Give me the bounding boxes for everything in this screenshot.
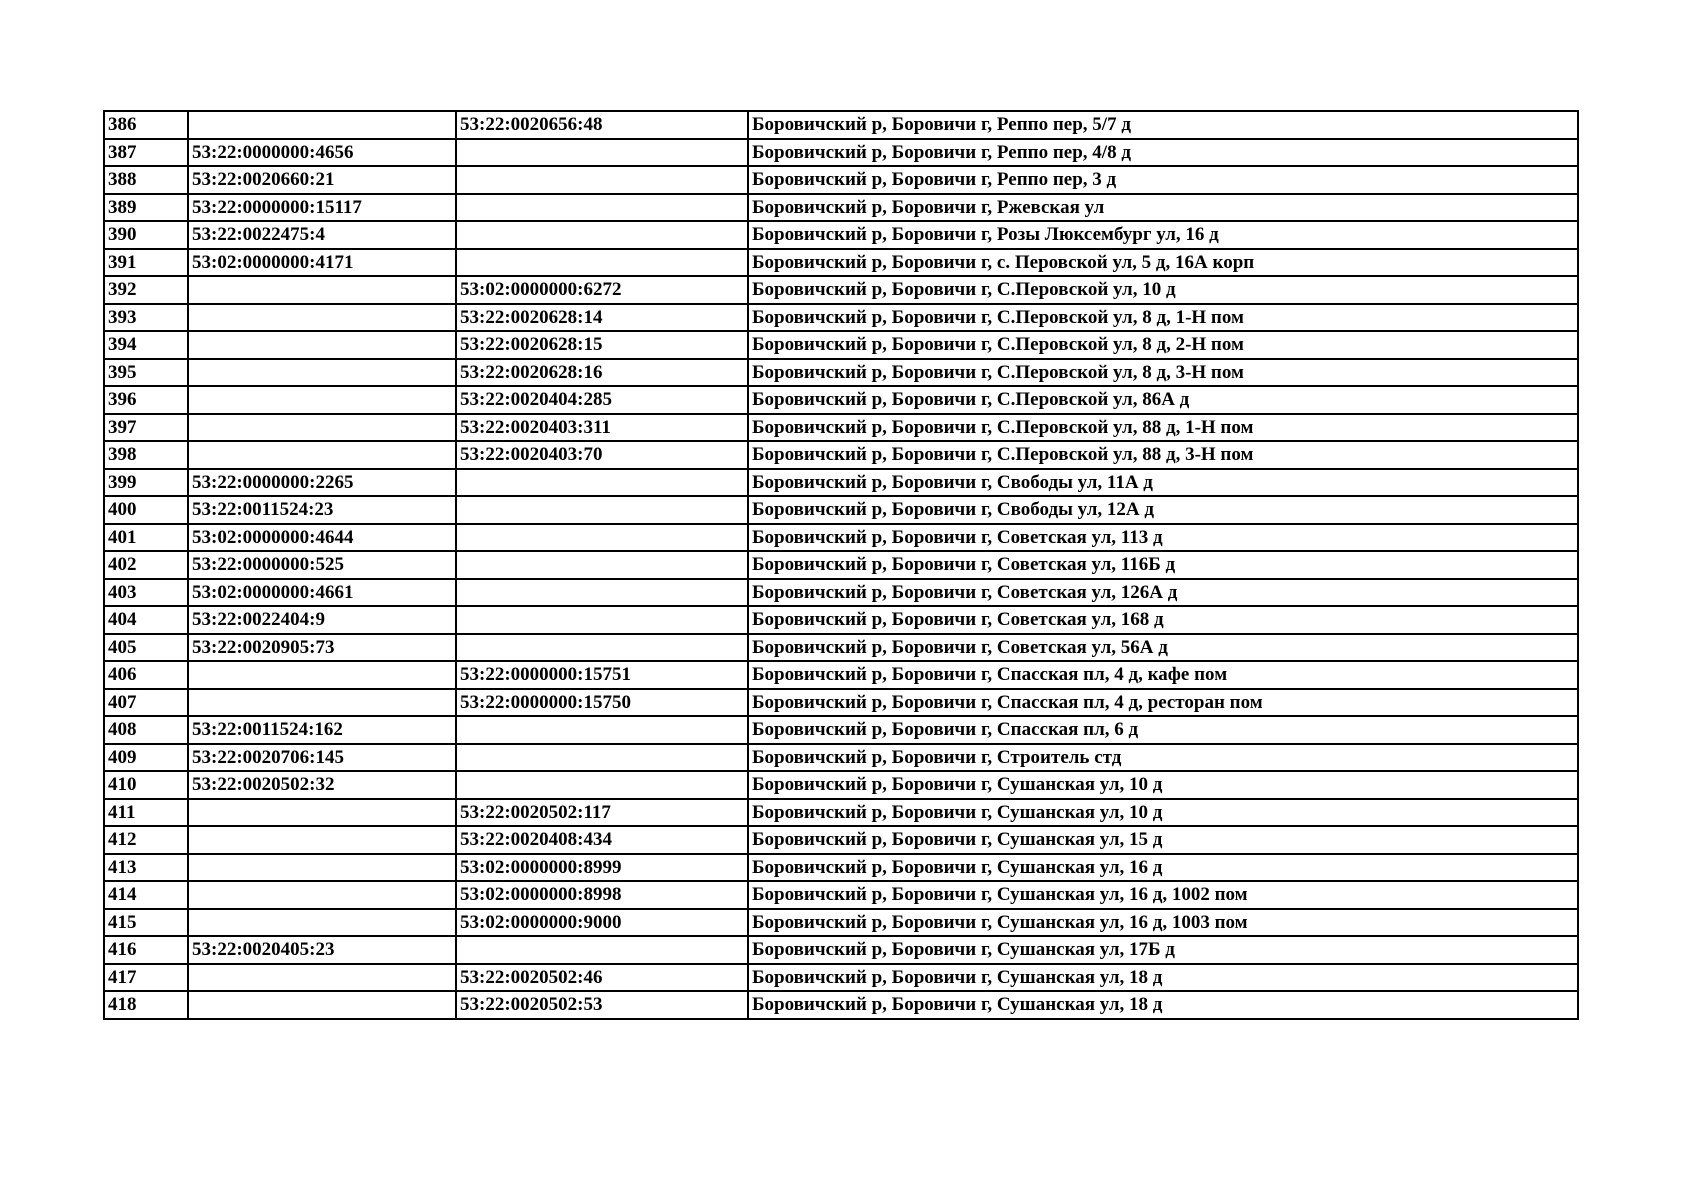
row-number-cell: 399 [104,469,188,497]
premises-cadastral-number-cell [456,221,748,249]
row-number-cell: 403 [104,579,188,607]
address-cell: Боровичский р, Боровичи г, Реппо пер, 3 д [748,166,1578,194]
address-cell: Боровичский р, Боровичи г, С.Перовской ул, 8 д, 1-Н пом [748,304,1578,332]
table-row [104,854,1578,882]
cadastral-number-cell: 53:02:0000000:4644 [188,524,456,552]
row-number-cell: 391 [104,249,188,277]
premises-cadastral-number-cell: 53:22:0020403:70 [456,441,748,469]
row-number-cell: 392 [104,276,188,304]
cadastral-number-cell: 53:02:0000000:4171 [188,249,456,277]
table-row [104,661,1578,689]
table-row [104,826,1578,854]
table-row [104,606,1578,634]
address-cell: Боровичский р, Боровичи г, Ржевская ул [748,194,1578,222]
cadastral-number-cell [188,991,456,1019]
address-cell: Боровичский р, Боровичи г, Советская ул, 168 д [748,606,1578,634]
row-number-cell: 387 [104,139,188,167]
premises-cadastral-number-cell: 53:02:0000000:8999 [456,854,748,882]
premises-cadastral-number-cell: 53:22:0020404:285 [456,386,748,414]
address-cell: Боровичский р, Боровичи г, Сушанская ул, 18 д [748,964,1578,992]
row-number-cell: 414 [104,881,188,909]
cadastral-number-cell: 53:22:0020502:32 [188,771,456,799]
row-number-cell: 388 [104,166,188,194]
premises-cadastral-number-cell: 53:22:0020656:48 [456,111,748,139]
address-cell: Боровичский р, Боровичи г, Советская ул, 126А д [748,579,1578,607]
cadastral-number-cell: 53:22:0000000:15117 [188,194,456,222]
table-row [104,716,1578,744]
address-cell: Боровичский р, Боровичи г, С.Перовской ул, 88 д, 3-Н пом [748,441,1578,469]
row-number-cell: 402 [104,551,188,579]
row-number-cell: 400 [104,496,188,524]
premises-cadastral-number-cell [456,249,748,277]
address-cell: Боровичский р, Боровичи г, Спасская пл, 4 д, кафе пом [748,661,1578,689]
table-row [104,139,1578,167]
premises-cadastral-number-cell: 53:22:0020502:53 [456,991,748,1019]
cadastral-number-cell: 53:22:0011524:23 [188,496,456,524]
premises-cadastral-number-cell: 53:22:0000000:15750 [456,689,748,717]
cadastral-number-cell [188,359,456,387]
table-row [104,551,1578,579]
address-cell: Боровичский р, Боровичи г, Сушанская ул, 16 д, 1002 пом [748,881,1578,909]
row-number-cell: 406 [104,661,188,689]
table-row [104,744,1578,772]
premises-cadastral-number-cell [456,579,748,607]
premises-cadastral-number-cell [456,139,748,167]
table-row [104,441,1578,469]
table-row [104,689,1578,717]
row-number-cell: 401 [104,524,188,552]
row-number-cell: 410 [104,771,188,799]
premises-cadastral-number-cell [456,496,748,524]
address-cell: Боровичский р, Боровичи г, с. Перовской ул, 5 д, 16А корп [748,249,1578,277]
address-cell: Боровичский р, Боровичи г, Строитель стд [748,744,1578,772]
row-number-cell: 407 [104,689,188,717]
premises-cadastral-number-cell [456,716,748,744]
address-cell: Боровичский р, Боровичи г, Сушанская ул, 16 д [748,854,1578,882]
address-cell: Боровичский р, Боровичи г, С.Перовской ул, 8 д, 3-Н пом [748,359,1578,387]
table-row [104,331,1578,359]
cadastral-number-cell [188,661,456,689]
table-row [104,221,1578,249]
address-cell: Боровичский р, Боровичи г, Сушанская ул, 15 д [748,826,1578,854]
premises-cadastral-number-cell: 53:22:0020628:16 [456,359,748,387]
row-number-cell: 389 [104,194,188,222]
cadastral-number-cell [188,854,456,882]
address-cell: Боровичский р, Боровичи г, С.Перовской ул, 8 д, 2-Н пом [748,331,1578,359]
premises-cadastral-number-cell: 53:22:0020408:434 [456,826,748,854]
address-cell: Боровичский р, Боровичи г, Спасская пл, 4 д, ресторан пом [748,689,1578,717]
cadastral-number-cell [188,799,456,827]
table-row [104,881,1578,909]
address-cell: Боровичский р, Боровичи г, Советская ул, 113 д [748,524,1578,552]
cadastral-number-cell: 53:02:0000000:4661 [188,579,456,607]
premises-cadastral-number-cell: 53:22:0020502:46 [456,964,748,992]
premises-cadastral-number-cell [456,469,748,497]
row-number-cell: 409 [104,744,188,772]
address-cell: Боровичский р, Боровичи г, Советская ул, 56А д [748,634,1578,662]
premises-cadastral-number-cell: 53:22:0020502:117 [456,799,748,827]
premises-cadastral-number-cell: 53:02:0000000:9000 [456,909,748,937]
premises-cadastral-number-cell [456,771,748,799]
premises-cadastral-number-cell [456,606,748,634]
cadastral-number-cell: 53:22:0022475:4 [188,221,456,249]
table-row [104,386,1578,414]
table-row [104,496,1578,524]
address-cell: Боровичский р, Боровичи г, Свободы ул, 12А д [748,496,1578,524]
row-number-cell: 405 [104,634,188,662]
row-number-cell: 408 [104,716,188,744]
table-row [104,771,1578,799]
cadastral-number-cell: 53:22:0000000:525 [188,551,456,579]
address-cell: Боровичский р, Боровичи г, Реппо пер, 5/7 д [748,111,1578,139]
cadastral-number-cell [188,964,456,992]
table-row [104,524,1578,552]
row-number-cell: 413 [104,854,188,882]
cadastral-number-cell [188,881,456,909]
table-row [104,936,1578,964]
premises-cadastral-number-cell: 53:22:0020403:311 [456,414,748,442]
cadastral-number-cell [188,909,456,937]
address-cell: Боровичский р, Боровичи г, С.Перовской ул, 86А д [748,386,1578,414]
table-row [104,111,1578,139]
premises-cadastral-number-cell [456,634,748,662]
table-row [104,414,1578,442]
cadastral-number-cell [188,276,456,304]
row-number-cell: 418 [104,991,188,1019]
cadastral-number-cell: 53:22:0000000:2265 [188,469,456,497]
premises-cadastral-number-cell: 53:22:0020628:15 [456,331,748,359]
cadastral-number-cell: 53:22:0011524:162 [188,716,456,744]
address-cell: Боровичский р, Боровичи г, Сушанская ул, 10 д [748,799,1578,827]
row-number-cell: 386 [104,111,188,139]
table-row [104,909,1578,937]
table-row [104,579,1578,607]
cadastral-number-cell [188,689,456,717]
cadastral-number-cell [188,826,456,854]
registry-table-body [104,111,1578,1019]
table-row [104,359,1578,387]
premises-cadastral-number-cell [456,524,748,552]
cadastral-number-cell: 53:22:0020706:145 [188,744,456,772]
cadastral-number-cell [188,441,456,469]
row-number-cell: 390 [104,221,188,249]
row-number-cell: 415 [104,909,188,937]
row-number-cell: 395 [104,359,188,387]
premises-cadastral-number-cell [456,551,748,579]
table-row [104,469,1578,497]
row-number-cell: 393 [104,304,188,332]
table-row [104,964,1578,992]
cadastral-number-cell: 53:22:0020905:73 [188,634,456,662]
cadastral-number-cell: 53:22:0000000:4656 [188,139,456,167]
cadastral-number-cell: 53:22:0020660:21 [188,166,456,194]
address-cell: Боровичский р, Боровичи г, Спасская пл, 6 д [748,716,1578,744]
address-cell: Боровичский р, Боровичи г, Реппо пер, 4/8 д [748,139,1578,167]
table-row [104,249,1578,277]
table-row [104,799,1578,827]
address-cell: Боровичский р, Боровичи г, С.Перовской ул, 10 д [748,276,1578,304]
row-number-cell: 404 [104,606,188,634]
cadastral-number-cell [188,414,456,442]
address-cell: Боровичский р, Боровичи г, С.Перовской ул, 88 д, 1-Н пом [748,414,1578,442]
address-cell: Боровичский р, Боровичи г, Сушанская ул, 10 д [748,771,1578,799]
premises-cadastral-number-cell: 53:22:0000000:15751 [456,661,748,689]
cadastral-number-cell [188,304,456,332]
cadastral-number-cell [188,386,456,414]
row-number-cell: 394 [104,331,188,359]
row-number-cell: 417 [104,964,188,992]
address-cell: Боровичский р, Боровичи г, Свободы ул, 11А д [748,469,1578,497]
row-number-cell: 396 [104,386,188,414]
cadastral-number-cell: 53:22:0022404:9 [188,606,456,634]
premises-cadastral-number-cell [456,936,748,964]
premises-cadastral-number-cell [456,194,748,222]
table-row [104,304,1578,332]
table-row [104,991,1578,1019]
premises-cadastral-number-cell [456,744,748,772]
row-number-cell: 398 [104,441,188,469]
address-cell: Боровичский р, Боровичи г, Сушанская ул, 16 д, 1003 пом [748,909,1578,937]
table-row [104,194,1578,222]
table-row [104,276,1578,304]
address-cell: Боровичский р, Боровичи г, Розы Люксембург ул, 16 д [748,221,1578,249]
row-number-cell: 397 [104,414,188,442]
cadastral-number-cell [188,331,456,359]
address-cell: Боровичский р, Боровичи г, Советская ул, 116Б д [748,551,1578,579]
premises-cadastral-number-cell: 53:02:0000000:6272 [456,276,748,304]
premises-cadastral-number-cell: 53:22:0020628:14 [456,304,748,332]
address-cell: Боровичский р, Боровичи г, Сушанская ул, 17Б д [748,936,1578,964]
cadastral-number-cell [188,111,456,139]
cadastral-number-cell: 53:22:0020405:23 [188,936,456,964]
address-cell: Боровичский р, Боровичи г, Сушанская ул, 18 д [748,991,1578,1019]
premises-cadastral-number-cell [456,166,748,194]
registry-table [103,110,1579,1020]
table-row [104,166,1578,194]
table-row [104,634,1578,662]
row-number-cell: 411 [104,799,188,827]
row-number-cell: 412 [104,826,188,854]
row-number-cell: 416 [104,936,188,964]
premises-cadastral-number-cell: 53:02:0000000:8998 [456,881,748,909]
